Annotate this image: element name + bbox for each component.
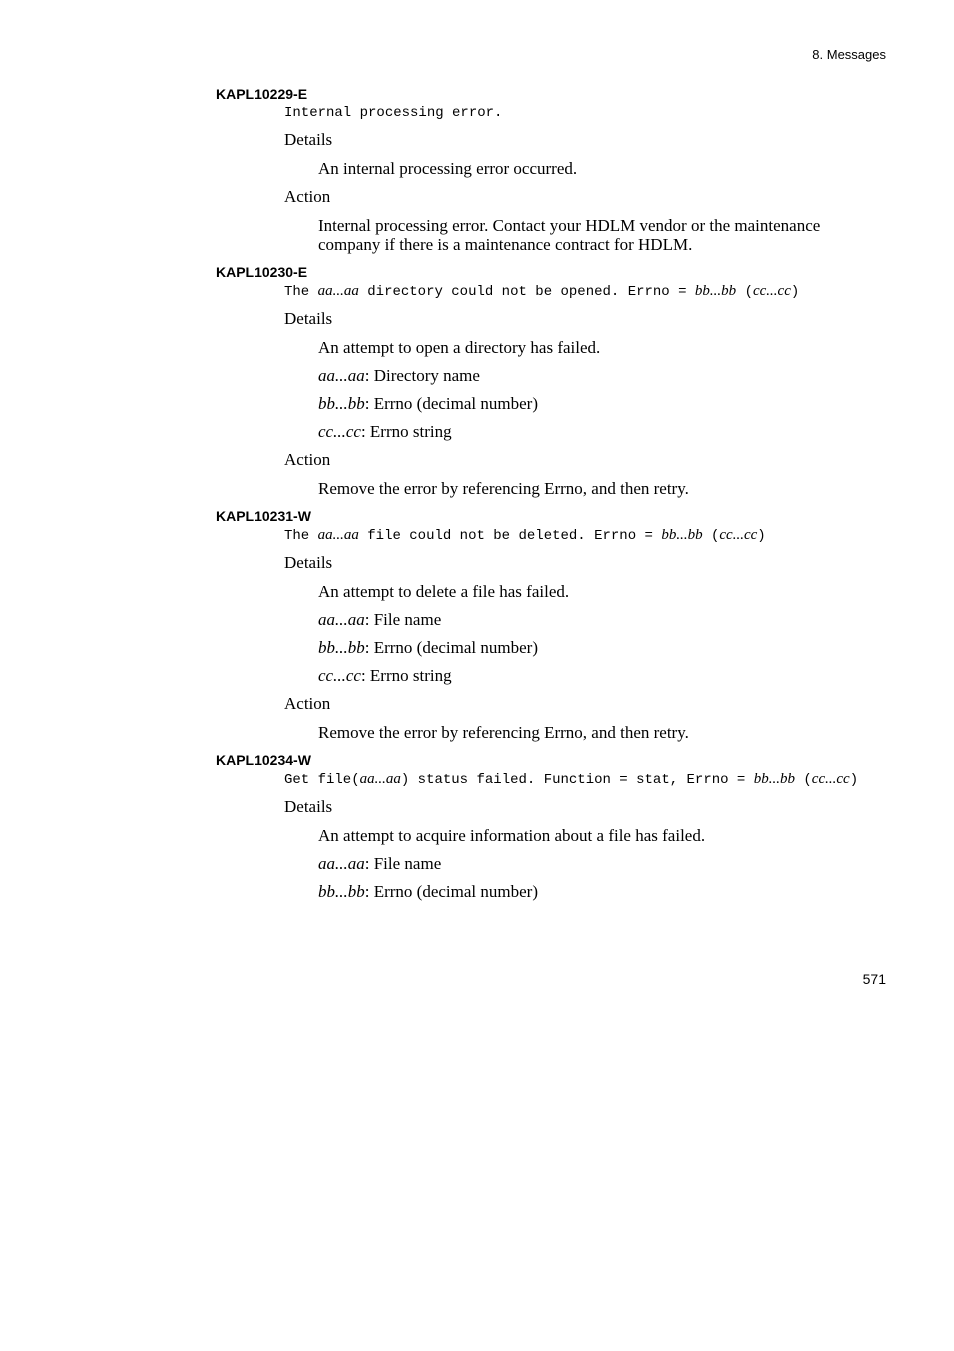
details-heading: Details [284, 309, 333, 328]
running-header: 8. Messages [812, 47, 886, 62]
variable: cc...cc [811, 771, 850, 787]
details-paragraph: aa...aa: File name [318, 854, 442, 873]
message-entry [216, 86, 876, 254]
action-paragraph: Internal processing error. Contact your HDLM vendor or the maintenance company if there is a maintenance contract for HDLM. [318, 216, 821, 254]
details-paragraph: aa...aa: File name [318, 610, 442, 629]
action-paragraph: Remove the error by referencing Errno, and then retry. [318, 479, 689, 498]
variable: cc...cc [752, 283, 791, 299]
variable: aa...aa [318, 610, 365, 629]
variable: bb...bb [694, 283, 737, 299]
message-id: KAPL10229-E [216, 86, 308, 102]
action-paragraph: Remove the error by referencing Errno, and then retry. [318, 723, 689, 742]
details-paragraph: cc...cc: Errno string [318, 666, 452, 685]
message-id: KAPL10230-E [216, 264, 308, 280]
variable: aa...aa [317, 283, 359, 299]
message-id: KAPL10231-W [216, 508, 311, 524]
message-text: Internal processing error. [284, 105, 503, 121]
variable: aa...aa [318, 854, 365, 873]
message-entry [216, 508, 876, 742]
details-paragraph: An attempt to delete a file has failed. [318, 582, 570, 601]
action-heading: Action [284, 450, 331, 469]
details-paragraph: An internal processing error occurred. [318, 159, 578, 178]
action-heading: Action [284, 694, 331, 713]
action-heading: Action [284, 187, 331, 206]
page-number: 571 [862, 971, 886, 987]
variable: bb...bb [661, 527, 703, 543]
variable: aa...aa [318, 366, 365, 385]
details-paragraph: bb...bb: Errno (decimal number) [318, 882, 538, 901]
details-paragraph: aa...aa: Directory name [318, 366, 480, 385]
variable: bb...bb [753, 771, 795, 787]
message-id: KAPL10234-W [216, 752, 311, 768]
details-paragraph: bb...bb: Errno (decimal number) [318, 638, 538, 657]
message-entry [216, 264, 876, 498]
details-paragraph: bb...bb: Errno (decimal number) [318, 394, 538, 413]
details-paragraph: An attempt to acquire information about a file has failed. [318, 826, 706, 845]
variable: aa...aa [317, 527, 359, 543]
details-heading: Details [284, 797, 333, 816]
variable: cc...cc [719, 527, 758, 543]
variable: cc...cc [318, 422, 361, 441]
variable: cc...cc [318, 666, 361, 685]
details-heading: Details [284, 130, 333, 149]
message-list [216, 86, 876, 911]
message-text: The aa...aa file could not be deleted. Errno = bb...bb (cc...cc) [284, 527, 766, 544]
message-text: The aa...aa directory could not be opened. Errno = bb...bb (cc...cc) [284, 283, 800, 300]
message-entry [216, 752, 876, 901]
details-heading: Details [284, 553, 333, 572]
message-text: Get file(aa...aa) status failed. Function = stat, Errno = bb...bb (cc...cc) [284, 771, 859, 788]
variable: bb...bb [318, 882, 365, 901]
details-paragraph: An attempt to open a directory has failed. [318, 338, 601, 357]
details-paragraph: cc...cc: Errno string [318, 422, 452, 441]
variable: bb...bb [318, 394, 365, 413]
variable: bb...bb [318, 638, 365, 657]
variable: aa...aa [359, 771, 401, 787]
